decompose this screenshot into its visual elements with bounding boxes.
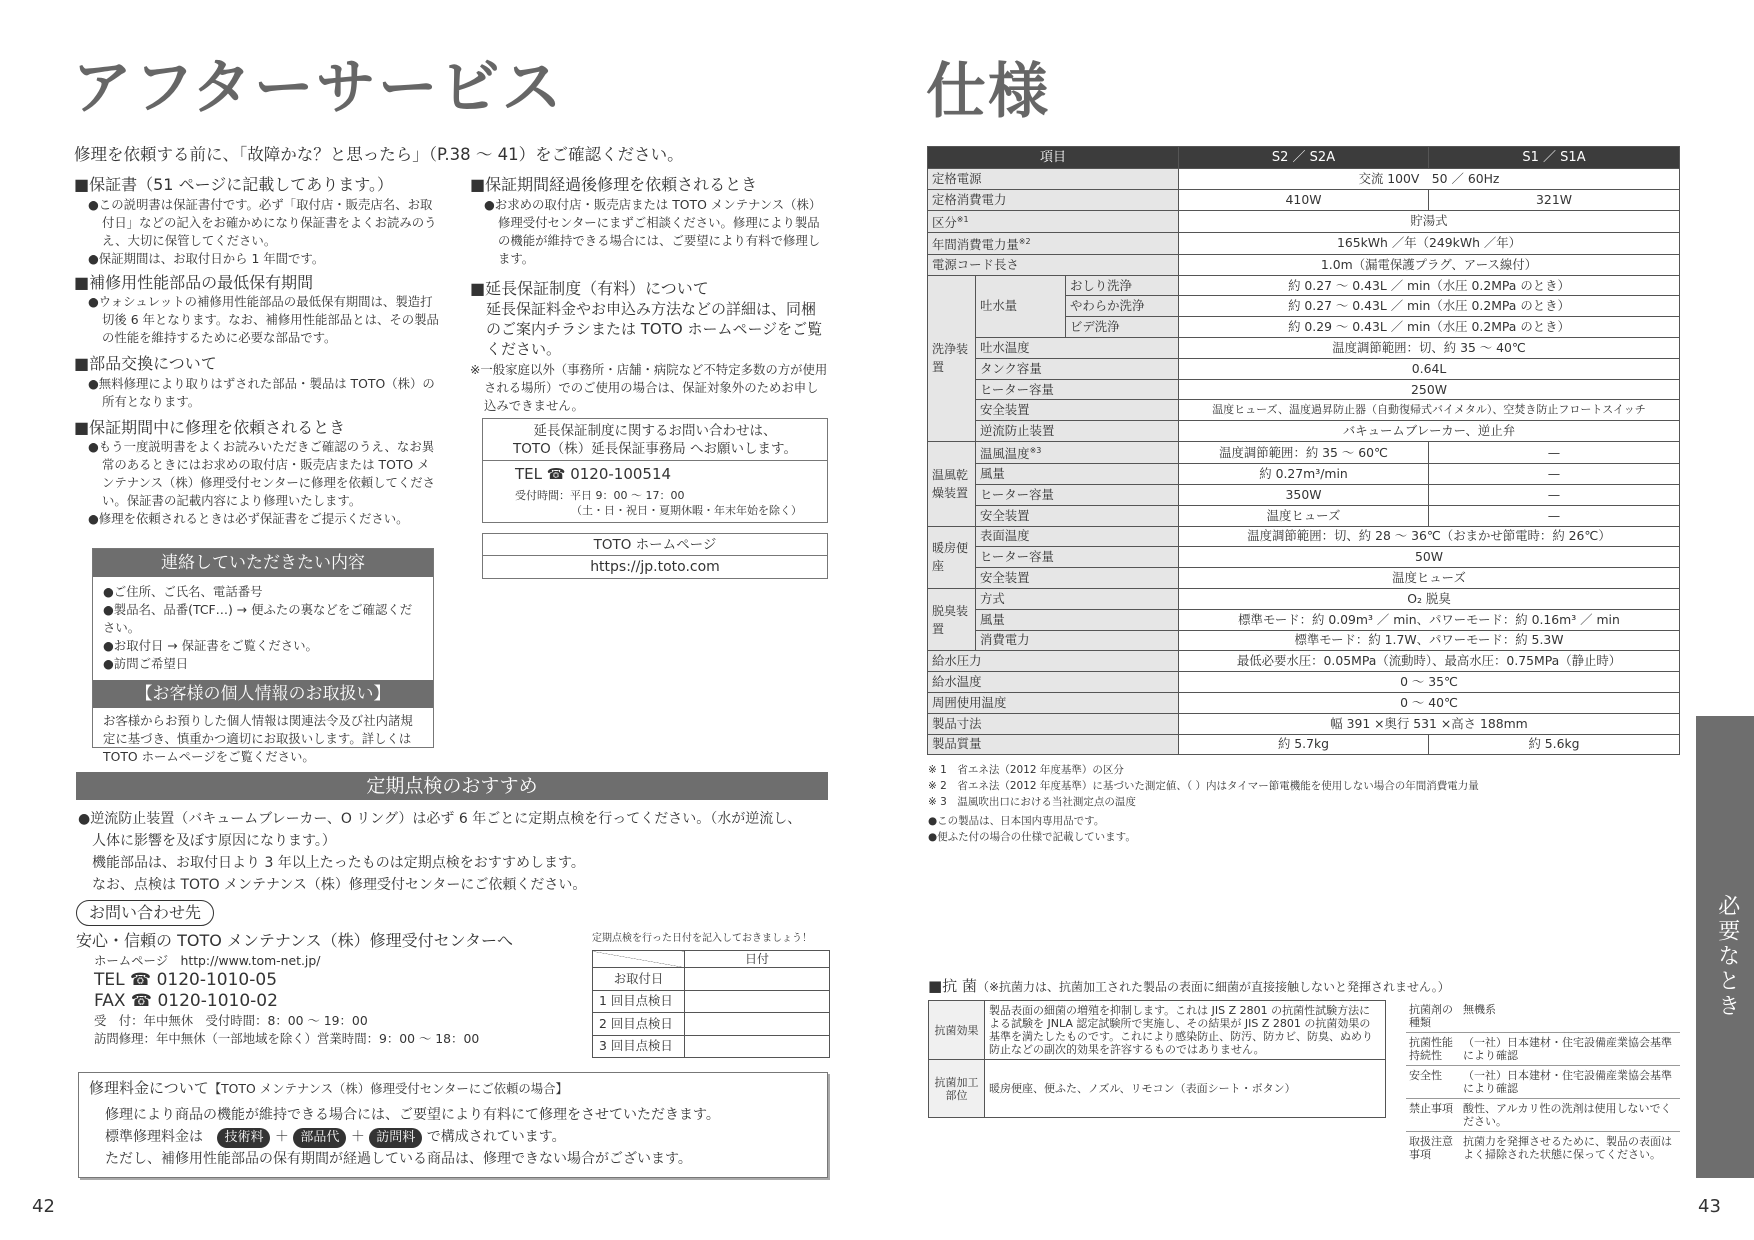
contact-item: ●製品名、品番(TCF…) → 便ふたの裏などをご確認ください。 bbox=[103, 602, 413, 635]
extended-heading: ■延長保証制度（有料）について bbox=[470, 278, 709, 298]
spec-note: ※ 1 省エネ法（2012 年度基準）の区分 bbox=[928, 764, 1124, 776]
spec-label: 吐水量 bbox=[976, 275, 1066, 337]
spec-group-wash: 洗浄装置 bbox=[928, 275, 976, 441]
antibac-parts-label: 抗菌加工部位 bbox=[929, 1060, 985, 1118]
side-value: 抗菌力を発揮させるために、製品の表面はよく掃除された状態に保ってください。 bbox=[1463, 1135, 1672, 1161]
side-value: （一社）日本建材・住宅設備産業協会基準により確認 bbox=[1460, 1066, 1680, 1099]
inquiry-center: 安心・信頼の TOTO メンテナンス（株）修理受付センターへ bbox=[76, 931, 513, 950]
spec-h-s1: S1 ／ S1A bbox=[1429, 147, 1680, 169]
fee-heading: 修理料金について bbox=[89, 1079, 209, 1097]
antibac-table bbox=[928, 1000, 1386, 1118]
left-column bbox=[74, 174, 440, 528]
middle-column bbox=[470, 174, 830, 415]
checklist-cell[interactable] bbox=[685, 968, 830, 991]
spec-label: 温風温度 bbox=[980, 446, 1030, 462]
parts-heading: ■補修用性能部品の最低保有期間 bbox=[74, 272, 314, 292]
spec-label: 表面温度 bbox=[976, 526, 1179, 547]
ext-line1: 延長保証制度に関するお問い合わせは、 bbox=[533, 423, 777, 439]
antibac-effect-text: 製品表面の細菌の増殖を抑制します。これは JIS Z 2801 の抗菌性試験方法による試験を JNLA 認定試験所で実施し、その結果が JIS Z 2801 の抗菌効果の基準を満たしたものです。これにより感染防止、防汚、防カビ、防臭、ぬめり防止などの副次的効果を許容するものではありません。 bbox=[985, 1001, 1386, 1060]
warranty-item: ●この説明書は保証書付です。必ず「取付店・販売店名、お取付日」などの記入をお確かめになり保証書をよくお読みのうえ、大切に保管してください。 bbox=[88, 196, 437, 248]
inspection-line: ●逆流防止装置（バキュームブレーカー、O リング）は必ず 6 年ごとに定期点検を行ってください。（水が逆流し、 bbox=[78, 811, 802, 827]
after-warranty-heading: ■保証期間経過後修理を依頼されるとき bbox=[470, 175, 758, 194]
spec-value: 温度ヒューズ bbox=[1179, 505, 1429, 526]
in-warranty-heading: ■保証期間中に修理を依頼されるとき bbox=[74, 417, 346, 437]
spec-label: 給水温度 bbox=[928, 672, 1179, 693]
spec-value: 温度ヒューズ bbox=[1179, 568, 1680, 589]
fee-line2 bbox=[79, 1126, 827, 1148]
page-number-right: 43 bbox=[1698, 1196, 1721, 1217]
checklist-cell[interactable] bbox=[685, 1013, 830, 1036]
ext-tel: TEL ☎ 0120-100514 bbox=[515, 465, 672, 484]
contact-item: ●お取付日 → 保証書をご覧ください。 bbox=[103, 638, 318, 653]
checklist-row: 2 回目点検日 bbox=[593, 1013, 685, 1036]
contact-box-heading: 連絡していただきたい内容 bbox=[93, 549, 433, 577]
ext-hours2: （土・日・祝日・夏期休暇・年末年始を除く） bbox=[571, 503, 802, 517]
spec-value: 温度調節範囲：切、約 28 ～ 36℃（おまかせ節電時：約 26℃） bbox=[1179, 526, 1680, 547]
spec-value: 165kWh ／年（249kWh ／年） bbox=[1179, 232, 1680, 254]
side-key: 安全性 bbox=[1406, 1066, 1460, 1099]
spec-label: ヒーター容量 bbox=[976, 547, 1179, 568]
fee-line3: ただし、補修用性能部品の保有期間が経過している商品は、修理できない場合がございます。 bbox=[105, 1150, 692, 1167]
spec-note: ●この製品は、日本国内専用品です。 bbox=[928, 815, 1105, 827]
homepage-url[interactable]: https://jp.toto.com bbox=[590, 559, 720, 575]
exchange-item: ●無料修理により取りはずされた部品・製品は TOTO（株）の所有となります。 bbox=[88, 375, 435, 409]
warranty-item: ●保証期間は、お取付日から 1 年間です。 bbox=[88, 250, 325, 266]
spec-note: ●便ふた付の場合の仕様で記載しています。 bbox=[928, 831, 1136, 843]
parts-item: ●ウォシュレットの補修用性能部品の最低保有期間は、製造打切後 6 年となります。なお、補修用性能部品とは、その製品の性能を維持するために必要な部品です。 bbox=[88, 294, 439, 346]
plus: ＋ bbox=[350, 1128, 365, 1145]
spec-note: ※ 3 温風吹出口における当社測定点の温度 bbox=[928, 796, 1136, 808]
checklist-caption: 定期点検を行った日付を記入しておきましょう！ bbox=[592, 933, 812, 944]
section-tab[interactable] bbox=[1696, 716, 1754, 1178]
pill-parts: 部品代 bbox=[293, 1128, 346, 1148]
side-key: 禁止事項 bbox=[1406, 1099, 1460, 1132]
spec-value: 約 0.27m³/min bbox=[1179, 464, 1429, 485]
inspection-heading: 定期点検のおすすめ bbox=[76, 772, 828, 800]
inquiry-label: お問い合わせ先 bbox=[76, 900, 214, 926]
spec-label: 安全装置 bbox=[976, 400, 1179, 421]
checklist-row: 3 回目点検日 bbox=[593, 1035, 685, 1058]
homepage-label: TOTO ホームページ bbox=[483, 534, 827, 556]
antibac-parts-text: 暖房便座、便ふた、ノズル、リモコン（表面シート・ボタン） bbox=[985, 1060, 1386, 1118]
inspection-line: なお、点検は TOTO メンテナンス（株）修理受付センターにご依頼ください。 bbox=[92, 877, 587, 893]
contact-box bbox=[92, 548, 434, 764]
spec-value: 410W bbox=[1179, 189, 1429, 210]
homepage-box bbox=[482, 533, 828, 579]
privacy-text: お客様からお預りした個人情報は関連法令及び社内諸規定に基づき、慎重かつ適切にお取扱いします。詳しくは TOTO ホームページをご覧ください。 bbox=[103, 713, 413, 764]
in-warranty-item: ●もう一度説明書をよくお読みいただきご確認のうえ、なお異常のあるときにはお求めの取付店・販売店または TOTO メンテナンス（株）修理受付センターに修理を依頼してください。保証書の記載内容により修理いたします。 bbox=[88, 439, 436, 509]
spec-label: 吐水温度 bbox=[976, 338, 1179, 359]
pill-visit: 訪問料 bbox=[369, 1128, 422, 1148]
ext-hours1: 受付時間：平日 9：00 ～ 17：00 bbox=[515, 488, 685, 502]
spec-value: 標準モード：約 0.09m³ ／ min、パワーモード：約 0.16m³ ／ min bbox=[1179, 609, 1680, 630]
spec-h-item: 項目 bbox=[928, 147, 1179, 169]
checklist-col: 日付 bbox=[685, 951, 830, 968]
page-title-spec: 仕様 bbox=[926, 57, 1050, 127]
spec-label: 定格電源 bbox=[928, 169, 1179, 190]
spec-label: 給水圧力 bbox=[928, 651, 1179, 672]
antibac-side-table bbox=[1406, 1000, 1680, 1164]
checklist-row: お取付日 bbox=[593, 968, 685, 991]
spec-value: — bbox=[1429, 464, 1680, 485]
pill-tech: 技術料 bbox=[217, 1128, 270, 1148]
section-tab-label: 必要なとき bbox=[1714, 894, 1740, 1019]
spec-label: おしり洗浄 bbox=[1066, 275, 1179, 296]
spec-group-seat: 暖房便座 bbox=[928, 526, 976, 588]
spec-label: 年間消費電力量 bbox=[932, 236, 1019, 252]
antibac-heading: ■抗 菌 bbox=[928, 977, 977, 995]
antibac-heading-row bbox=[928, 976, 1450, 997]
inspection-text bbox=[78, 808, 838, 896]
spec-value: 温度調節範囲：切、約 35 ～ 40℃ bbox=[1179, 338, 1680, 359]
spec-label: 区分 bbox=[932, 214, 957, 230]
spec-value: 約 0.27 ～ 0.43L ／ min（水圧 0.2MPa のとき） bbox=[1179, 296, 1680, 317]
spec-label: 安全装置 bbox=[976, 505, 1179, 526]
extended-text: 延長保証料金やお申込み方法などの詳細は、同梱のご案内チラシまたは TOTO ホームページをご覧ください。 bbox=[486, 300, 823, 359]
spec-label: 風量 bbox=[976, 609, 1179, 630]
in-warranty-item: ●修理を依頼されるときは必ず保証書をご提示ください。 bbox=[88, 511, 409, 527]
footnote-mark: ※1 bbox=[956, 214, 969, 224]
spec-value: 約 0.27 ～ 0.43L ／ min（水圧 0.2MPa のとき） bbox=[1179, 275, 1680, 296]
spec-value: 約 0.29 ～ 0.43L ／ min（水圧 0.2MPa のとき） bbox=[1179, 317, 1680, 338]
spec-label: やわらか洗浄 bbox=[1066, 296, 1179, 317]
checklist-row: 1 回目点検日 bbox=[593, 990, 685, 1013]
spec-value: 約 5.6kg bbox=[1429, 734, 1680, 755]
spec-value: 0 ～ 40℃ bbox=[1179, 692, 1680, 713]
extended-note: ※一般家庭以外（事務所・店舗・病院など不特定多数の方が使用される場所）でのご使用の場合は、保証対象外のためお申し込みできません。 bbox=[470, 362, 828, 414]
extended-contact-box bbox=[482, 418, 828, 523]
checklist-table bbox=[592, 950, 830, 1058]
inquiry-visit: 訪問修理：年中無休（一部地域を除く）営業時間：9：00 ～ 18：00 bbox=[94, 1031, 480, 1046]
spec-label: ヒーター容量 bbox=[976, 379, 1179, 400]
spec-group-deodor: 脱臭装置 bbox=[928, 588, 976, 650]
spec-value: 0 ～ 35℃ bbox=[1179, 672, 1680, 693]
footnote-mark: ※2 bbox=[1018, 236, 1031, 246]
inquiry-tel: TEL ☎ 0120-1010-05 bbox=[94, 970, 278, 990]
antibac-effect-label: 抗菌効果 bbox=[929, 1001, 985, 1060]
side-value: （一社）日本建材・住宅設備産業協会基準により確認 bbox=[1460, 1033, 1680, 1066]
spec-label: ヒーター容量 bbox=[976, 484, 1179, 505]
side-key: 抗菌性能持続性 bbox=[1406, 1033, 1460, 1066]
side-value: 無機系 bbox=[1460, 1000, 1680, 1033]
spec-label: 風量 bbox=[976, 464, 1179, 485]
spec-value: 標準モード：約 1.7W、パワーモード：約 5.3W bbox=[1179, 630, 1680, 651]
privacy-heading: 【お客様の個人情報のお取扱い】 bbox=[93, 680, 433, 708]
side-value: 酸性、アルカリ性の洗剤は使用しないでください。 bbox=[1460, 1099, 1680, 1132]
inspection-line: 人体に影響を及ぼす原因になります。） bbox=[92, 833, 336, 849]
spec-label: 安全装置 bbox=[976, 568, 1179, 589]
checklist-cell[interactable] bbox=[685, 1035, 830, 1058]
checklist-cell[interactable] bbox=[685, 990, 830, 1013]
after-warranty-item: ●お求めの取付店・販売店または TOTO メンテナンス（株）修理受付センターにまずご相談ください。修理により製品の機能が維持できる場合には、ご要望により有料で修理します。 bbox=[484, 196, 822, 266]
side-key: 抗菌剤の種類 bbox=[1406, 1000, 1460, 1033]
antibac-note: （※抗菌力は、抗菌加工された製品の表面に細菌が直接接触しないと発揮されません。） bbox=[976, 980, 1450, 994]
spec-value: バキュームブレーカー、逆止弁 bbox=[1179, 421, 1680, 442]
spec-value: 350W bbox=[1179, 484, 1429, 505]
spec-label: 方式 bbox=[976, 588, 1179, 609]
inquiry-hours: 受 付：年中無休 受付時間：8：00 ～ 19：00 bbox=[94, 1013, 368, 1028]
spec-value: O₂ 脱臭 bbox=[1179, 588, 1680, 609]
spec-label: 製品質量 bbox=[928, 734, 1179, 755]
warranty-heading: ■保証書（51 ページに記載してあります。） bbox=[74, 175, 393, 194]
spec-value: — bbox=[1429, 442, 1680, 464]
spec-value: 温度調節範囲：約 35 ～ 60℃ bbox=[1179, 442, 1429, 464]
contact-item: ●訪問ご希望日 bbox=[103, 656, 189, 671]
side-key: 取扱注意事項 bbox=[1409, 1135, 1453, 1161]
spec-value: 約 5.7kg bbox=[1179, 734, 1429, 755]
spec-label: ビデ洗浄 bbox=[1066, 317, 1179, 338]
spec-value: — bbox=[1429, 484, 1680, 505]
spec-label: 電源コード長さ bbox=[928, 254, 1179, 275]
spec-value: 1.0m（漏電保護プラグ、アース線付） bbox=[1179, 254, 1680, 275]
exchange-heading: ■部品交換について bbox=[74, 354, 217, 374]
fee-sub: 【TOTO メンテナンス（株）修理受付センターにご依頼の場合】 bbox=[208, 1081, 568, 1096]
fee-line2a: 標準修理料金は bbox=[105, 1128, 203, 1145]
spec-h-s2: S2 ／ S2A bbox=[1179, 147, 1429, 169]
spec-label: 定格消費電力 bbox=[928, 189, 1179, 210]
footnote-mark: ※3 bbox=[1029, 446, 1042, 456]
spec-value: 貯湯式 bbox=[1179, 210, 1680, 232]
spec-label: 逆流防止装置 bbox=[976, 421, 1179, 442]
contact-item: ●ご住所、ご氏名、電話番号 bbox=[103, 584, 263, 599]
inquiry-fax: FAX ☎ 0120-1010-02 bbox=[94, 991, 278, 1011]
fee-line2b: で構成されています。 bbox=[426, 1128, 566, 1145]
spec-label: タンク容量 bbox=[976, 358, 1179, 379]
spec-value: 交流 100V 50 ／ 60Hz bbox=[1179, 169, 1680, 190]
spec-value: 50W bbox=[1179, 547, 1680, 568]
page-title-after-service: アフターサービス bbox=[72, 53, 564, 123]
spec-label: 製品寸法 bbox=[928, 713, 1179, 734]
spec-label: 周囲使用温度 bbox=[928, 692, 1179, 713]
spec-value: 温度ヒューズ、温度過昇防止器（自動復帰式バイメタル）、空焚き防止フロートスイッチ bbox=[1179, 400, 1680, 421]
spec-label: 消費電力 bbox=[976, 630, 1179, 651]
spec-notes bbox=[928, 762, 1479, 845]
inquiry-web[interactable]: ホームページ http://www.tom-net.jp/ bbox=[94, 953, 321, 968]
ext-line2: TOTO（株）延長保証事務局 へお願いします。 bbox=[483, 440, 827, 461]
spec-value: 0.64L bbox=[1179, 358, 1680, 379]
plus: ＋ bbox=[274, 1128, 289, 1145]
spec-note: ※ 2 省エネ法（2012 年度基準）に基づいた測定値、（ ）内はタイマー節電機能を使用しない場合の年間消費電力量 bbox=[928, 780, 1479, 792]
fee-line1: 修理により商品の機能が維持できる場合には、ご要望により有料にて修理をさせていただきます。 bbox=[105, 1106, 720, 1123]
inquiry-block bbox=[76, 930, 596, 1048]
spec-value: 250W bbox=[1179, 379, 1680, 400]
spec-value: 幅 391 ×奥行 531 ×高さ 188mm bbox=[1179, 713, 1680, 734]
inspection-line: 機能部品は、お取付日より 3 年以上たったものは定期点検をおすすめします。 bbox=[92, 855, 585, 871]
fee-box bbox=[78, 1072, 828, 1178]
spec-table bbox=[927, 146, 1680, 755]
spec-value: 最低必要水圧：0.05MPa（流動時）、最高水圧：0.75MPa（静止時） bbox=[1179, 651, 1680, 672]
spec-value: — bbox=[1429, 505, 1680, 526]
page-number-left: 42 bbox=[32, 1196, 55, 1217]
spec-value: 321W bbox=[1429, 189, 1680, 210]
intro-text: 修理を依頼する前に、「故障かな？と思ったら」（P.38 ～ 41）をご確認ください。 bbox=[74, 145, 684, 164]
spec-group-dryer: 温風乾燥装置 bbox=[928, 442, 976, 527]
